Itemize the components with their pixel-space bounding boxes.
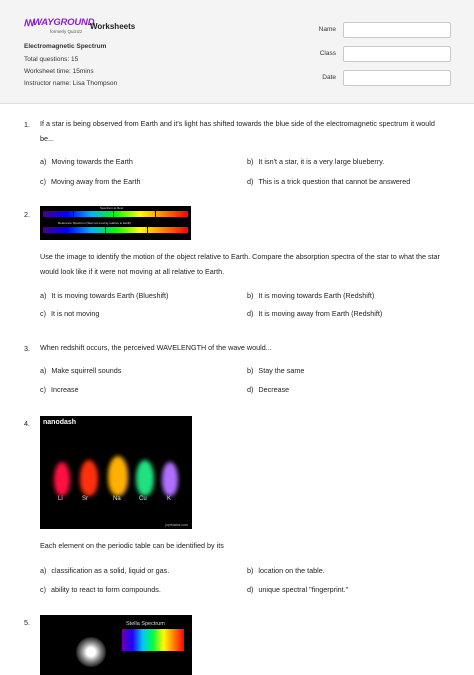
option-letter: c): [40, 177, 46, 186]
element-label: Sr: [82, 496, 88, 502]
logo-mark-icon: ꟿ: [24, 18, 35, 28]
stella-spectrum-bar: [122, 629, 184, 651]
element-label: Na: [113, 496, 121, 502]
brand-subtitle: formerly Quizizz: [50, 29, 83, 34]
instructor-name: Instructor name: Lisa Thompson: [24, 80, 118, 87]
option-text: unique spectral "fingerprint.": [258, 585, 349, 594]
option-letter: d): [247, 585, 254, 594]
question-text: If a star is being observed from Earth and it's light has shifted towards the blue side of the electromagnetic spectrum it would be...: [40, 119, 435, 143]
answer-option[interactable]: [247, 309, 382, 318]
option-text: Decrease: [258, 385, 290, 394]
spectrum-bottom-label: Reference Spectrum (Star not moving relative to Earth): [58, 221, 132, 225]
worksheet-topic: Electromagnetic Spectrum: [24, 43, 107, 50]
option-text: Make squirrell sounds: [51, 366, 122, 375]
option-text: Moving away from the Earth: [51, 177, 141, 186]
element-label: Cu: [139, 496, 147, 502]
option-letter: a): [40, 566, 47, 575]
brand-name: WAYGROUND: [33, 17, 95, 28]
wayground-logo: [24, 17, 95, 37]
answer-option[interactable]: [247, 177, 410, 186]
option-letter: b): [247, 291, 254, 300]
option-letter: a): [40, 291, 47, 300]
option-text: Increase: [51, 385, 79, 394]
option-text: This is a trick question that cannot be answered: [258, 177, 411, 186]
star-glow: [76, 637, 106, 667]
option-letter: d): [247, 309, 254, 318]
stella-spectrum-image: [40, 615, 192, 675]
answer-option[interactable]: [40, 291, 168, 300]
question-number: 5.: [24, 618, 30, 627]
option-text: location on the table.: [258, 566, 325, 575]
question-text: When redshift occurs, the perceived WAVELENGTH of the wave would...: [40, 343, 272, 352]
spectrum-top-label: Spectrum at Rest: [100, 206, 124, 210]
answer-option[interactable]: [247, 385, 289, 394]
flame-test-image: [40, 416, 192, 529]
option-letter: a): [40, 366, 47, 375]
sr-flame: [80, 460, 98, 496]
answer-option[interactable]: [247, 585, 348, 594]
worksheets-title: Worksheets: [90, 22, 136, 31]
image-title: Stella Spectrum: [126, 621, 165, 627]
question-number: 1.: [24, 120, 30, 129]
answer-option[interactable]: [247, 366, 304, 375]
total-questions: Total questions: 15: [24, 56, 79, 63]
spectrum-comparison-image: [40, 206, 191, 240]
worksheet-header: [0, 0, 474, 104]
option-text: It is not moving: [51, 309, 100, 318]
question-number: 3.: [24, 344, 30, 353]
element-label: Li: [58, 496, 63, 502]
option-letter: c): [40, 309, 46, 318]
option-letter: d): [247, 177, 254, 186]
option-letter: c): [40, 385, 46, 394]
option-letter: d): [247, 385, 254, 394]
class-field[interactable]: [343, 46, 451, 62]
answer-option[interactable]: [40, 157, 133, 166]
answer-option[interactable]: [247, 566, 325, 575]
answer-option[interactable]: [40, 566, 169, 575]
option-text: It is moving towards Earth (Blueshift): [51, 291, 169, 300]
element-label: K: [167, 496, 172, 502]
date-field[interactable]: [343, 70, 451, 86]
k-flame: [162, 462, 178, 496]
option-text: It is moving away from Earth (Redshift): [258, 309, 383, 318]
question-number: 2.: [24, 210, 30, 219]
image-brand: nanodash: [43, 419, 77, 426]
question-text: Use the image to identify the motion of the object relative to Earth. Compare the absorption spectra of the star to what the star would look like if it were not moving at all relative to Earth.: [40, 252, 440, 276]
date-label: Date: [322, 74, 336, 81]
option-letter: c): [40, 585, 46, 594]
li-flame: [54, 462, 70, 496]
question-number: 4.: [24, 419, 30, 428]
answer-option[interactable]: [247, 157, 384, 166]
option-letter: a): [40, 157, 47, 166]
option-text: It is moving towards Earth (Redshift): [258, 291, 375, 300]
option-letter: b): [247, 366, 254, 375]
answer-option[interactable]: [40, 385, 79, 394]
worksheet-time: Worksheet time: 15mins: [24, 68, 94, 75]
na-flame: [108, 456, 128, 496]
name-label: Name: [318, 26, 336, 33]
observed-spectrum-bar: [43, 211, 188, 217]
name-field[interactable]: [343, 22, 451, 38]
answer-option[interactable]: [40, 585, 161, 594]
option-letter: b): [247, 157, 254, 166]
image-credit: joyreactor.com: [165, 523, 188, 527]
answer-option[interactable]: [40, 309, 99, 318]
answer-option[interactable]: [40, 177, 140, 186]
option-text: Stay the same: [258, 366, 305, 375]
class-label: Class: [319, 50, 336, 57]
option-text: It isn't a star, it is a very large blueberry.: [258, 157, 385, 166]
answer-option[interactable]: [40, 366, 121, 375]
answer-option[interactable]: [247, 291, 374, 300]
question-text: Each element on the periodic table can be identified by its: [40, 541, 224, 550]
cu-flame: [136, 460, 154, 496]
option-text: Moving towards the Earth: [51, 157, 133, 166]
option-text: classification as a solid, liquid or gas.: [51, 566, 170, 575]
reference-spectrum-bar: [43, 227, 188, 233]
option-text: ability to react to form compounds.: [51, 585, 161, 594]
option-letter: b): [247, 566, 254, 575]
